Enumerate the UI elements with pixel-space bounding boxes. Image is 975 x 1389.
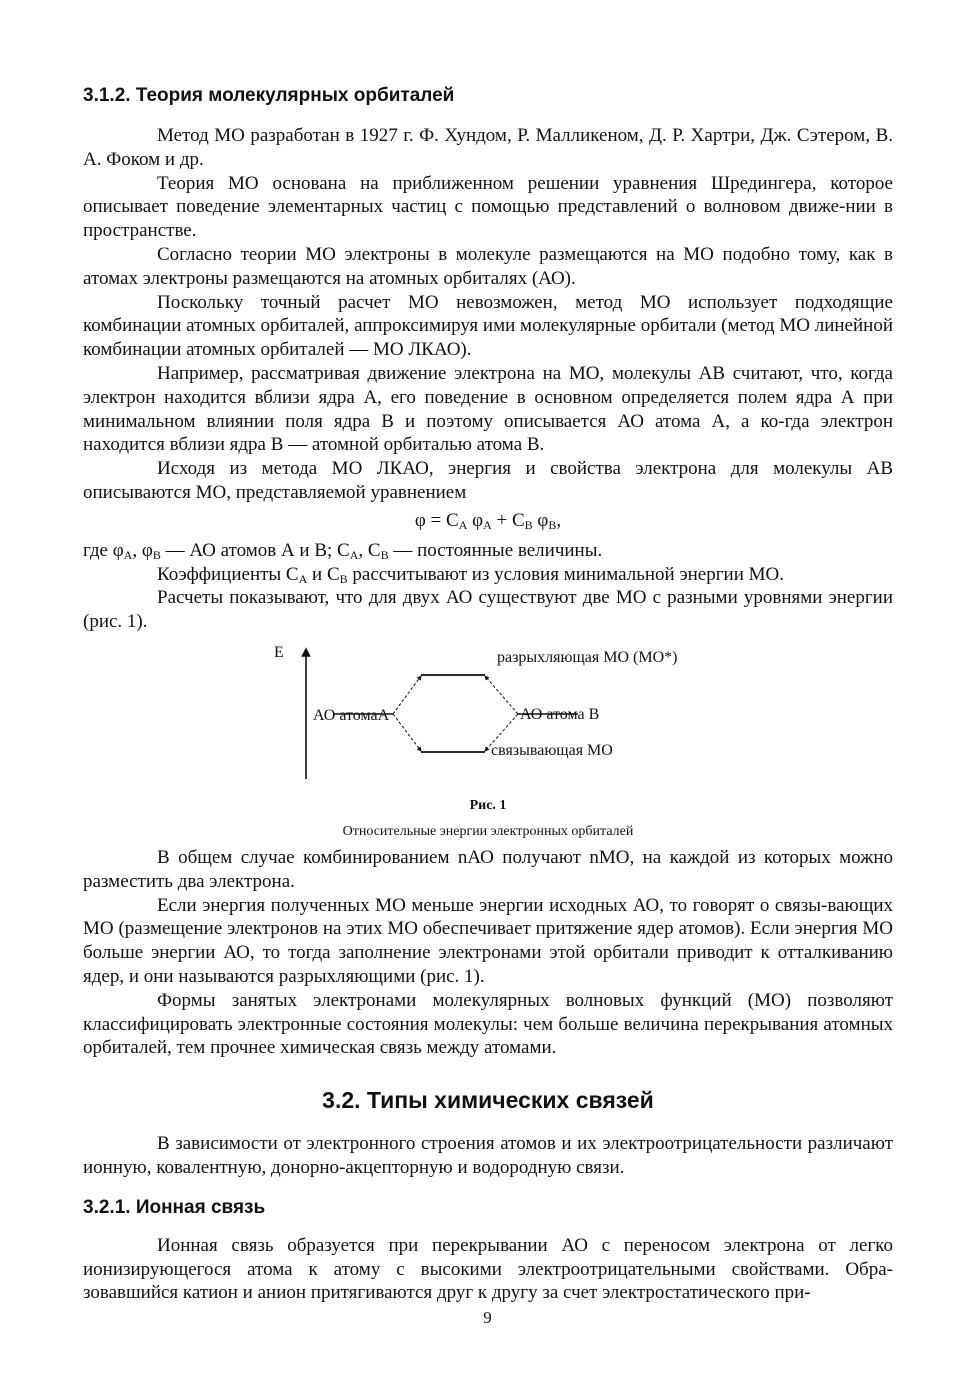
paragraph: Теория МО основана на приближенном решении уравнения Шредингера, которое описывает поведение элементарных частиц с помощью представлений о волновом движе-нии в пространстве. bbox=[83, 172, 893, 242]
paragraph: Метод МО разработан в 1927 г. Ф. Хундом, Р. Малликеном, Д. Р. Хартри, Дж. Сэтером, В. А. Фоком и др. bbox=[83, 125, 893, 170]
diagram-svg bbox=[83, 642, 893, 792]
paragraph: Согласно теории МО электроны в молекуле размещаются на МО подобно тому, как в атомах электроны размещаются на атомных орбиталях (АО). bbox=[83, 243, 893, 289]
connector-a-up bbox=[393, 676, 421, 714]
paragraph: Если энергия полученных МО меньше энергии исходных АО, то говорят о связы-вающих МО (размещение электронов на этих МО обеспечивает притяжение ядер атомов). Если энергия МО больше энергии АО, то тогда заполнение электронами этой орбитали приводит к отталкиванию ядер, и они называются разрыхляющими (рис. 1). bbox=[83, 894, 893, 987]
paragraph: В зависимости от электронного строения атомов и их электроотрицательности различают ионную, ковалентную, донорно-акцепторную и водородную связи. bbox=[83, 1133, 893, 1178]
section-title-3-2-1: 3.2.1. Ионная связь bbox=[83, 1196, 266, 1218]
page-content bbox=[83, 82, 893, 1305]
paragraph: Например, рассматривая движение электрона на МО, молекулы АВ считают, что, когда электрон находится вблизи ядра А, его поведение в основном определяется полем ядра А при минимальном влиянии поля ядра В и поэтому описывается АО атома А, а ко-гда электрон находится вблизи ядра В — атомной орбиталью атома В. bbox=[83, 362, 893, 456]
section-title-3-2: 3.2. Типы химических связей bbox=[322, 1087, 654, 1114]
paragraph: В общем случае комбинированием nАО получают nМО, на каждой из которых можно разместить два электрона. bbox=[83, 846, 893, 892]
bonding-label: связывающая МО bbox=[491, 741, 613, 759]
energy-axis-label: E bbox=[274, 643, 284, 661]
figure-caption: Относительные энергии электронных орбиталей bbox=[342, 823, 634, 839]
antibonding-label: разрыхляющая МО (МО*) bbox=[497, 648, 678, 666]
mo-energy-diagram bbox=[83, 642, 893, 792]
mo-lcao-formula: $\varphi = C_A$ $\varphi_A + C_B$ $\varphi_B$, bbox=[414, 509, 562, 532]
connector-b-up bbox=[485, 676, 518, 714]
paragraph: Расчеты показывают, что для двух АО существуют две МО с разными уровнями энергии (рис. 1). bbox=[83, 587, 893, 633]
paragraph: Исходя из метода МО ЛКАО, энергия и свойства электрона для молекулы АВ описываются МО, представляемой уравнением bbox=[83, 458, 893, 503]
paragraph: Поскольку точный расчет МО невозможен, метод МО использует подходящие комбинации атомных орбиталей, аппроксимируя ими молекулярные орбитали (метод МО линейной комбинации атомных орбиталей — МО ЛКАО). bbox=[83, 291, 893, 361]
page-number: 9 bbox=[483, 1308, 492, 1327]
paragraph: Формы занятых электронами молекулярных волновых функций (МО) позволяют классифицировать электронные состояния молекулы: чем больше величина перекрывания атомных орбиталей, тем прочнее химическая связь между атомами. bbox=[83, 989, 893, 1059]
paragraph: Ионная связь образуется при перекрывании АО с переносом электрона от легко ионизирующегося атома к атому с высокими электроотрицательными свойствами. Обра-зовавшийся катион и анион притягиваются друг к другу за счет электростатического при- bbox=[83, 1234, 893, 1304]
formula-legend: где $\varphi_A$, $\varphi_B$ — АО атомов А и В; $C_A$, $C_B$ — постоянные величины. bbox=[83, 539, 603, 562]
section-title-3-1-2: 3.1.2. Теория молекулярных орбиталей bbox=[83, 85, 455, 106]
ao-a-label: АО атомаА bbox=[313, 706, 390, 724]
coefficients-paragraph: Коэффициенты $C_A$ и $C_B$ рассчитывают из условия минимальной энергии МО. bbox=[157, 563, 784, 586]
ao-b-label: АО атома В bbox=[520, 705, 600, 723]
connector-a-down bbox=[393, 714, 421, 751]
figure-number: Рис. 1 bbox=[469, 797, 507, 813]
